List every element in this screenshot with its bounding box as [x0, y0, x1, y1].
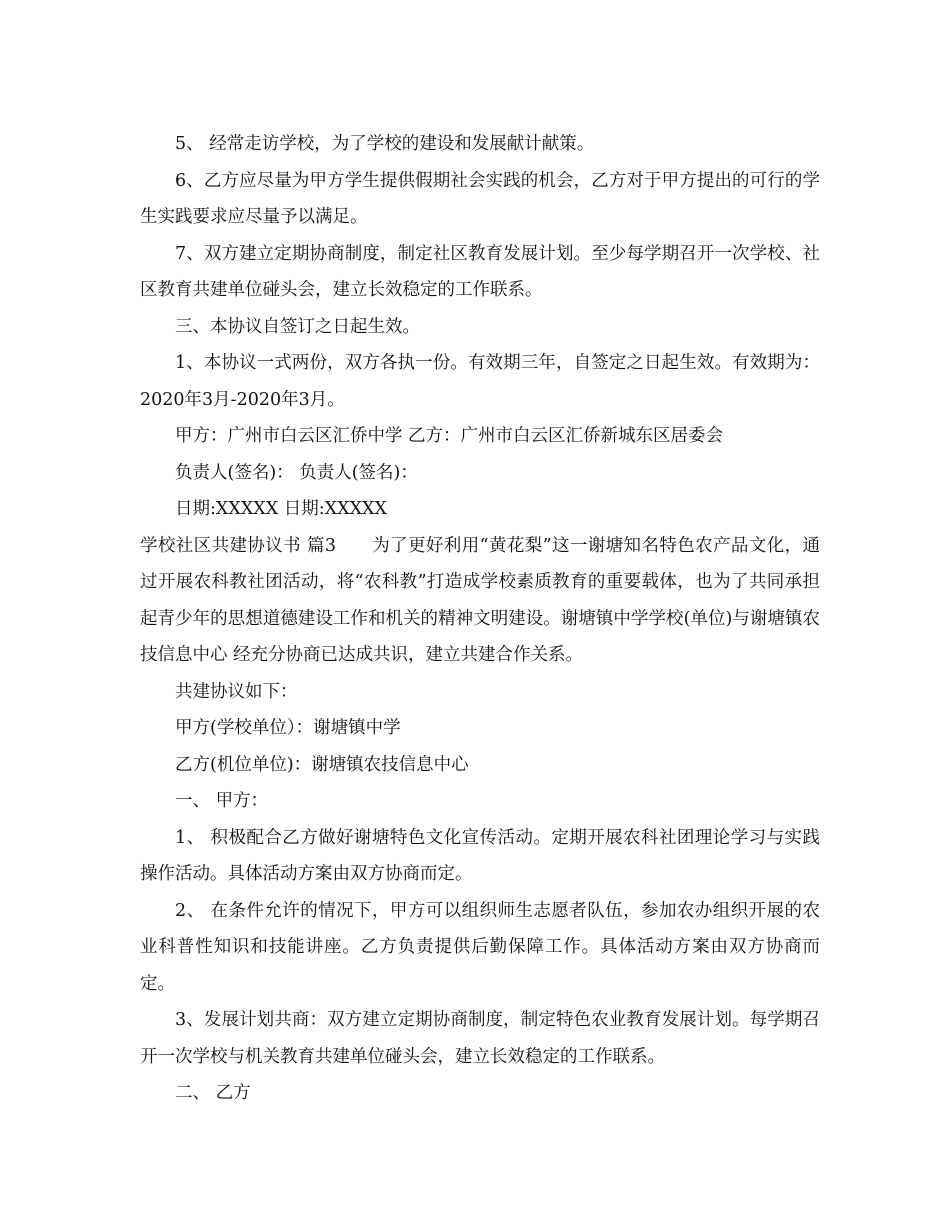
party-a-line: 甲方(学校单位）：谢塘镇中学: [175, 718, 401, 738]
party-a-item-3: 3、发展计划共商：双方建立定期协商制度，制定特色农业教育发展计划。每学期召开一次学校与机关教育共建单位碰头会，建立长效稳定的工作联系。: [140, 1010, 820, 1067]
party-a-item-2: 2、 在条件允许的情况下，甲方可以组织师生志愿者队伍，参加农办组织开展的农业科普性知识和技能讲座。乙方负责提供后勤保障工作。具体活动方案由双方协商而定。: [140, 900, 820, 994]
section-heading-3: 三、本协议自签订之日起生效。: [175, 316, 420, 337]
section-heading-party-b: 二、 乙方: [175, 1083, 251, 1103]
paragraph-item-7: 7、双方建立定期协商制度，制定社区教育发展计划。至少每学期召开一次学校、社区教育共建单位碰头会，建立长效稳定的工作联系。: [140, 243, 820, 300]
document-body: [140, 126, 820, 1112]
party-b-line: 乙方(机位单位)：谢塘镇农技信息中心: [175, 754, 469, 775]
date-line: 日期:XXXXX 日期:XXXXX: [175, 499, 387, 519]
signature-line: 负责人(签名)： 负责人(签名)：: [175, 462, 418, 483]
paragraph-item-6: 6、乙方应尽量为甲方学生提供假期社会实践的机会，乙方对于甲方提出的可行的学生实践要求应尽量予以满足。: [140, 170, 820, 227]
section-heading-party-a: 一、 甲方：: [175, 791, 269, 811]
agreement-heading: 共建协议如下：: [175, 681, 298, 702]
parties-line: 甲方：广州市白云区汇侨中学 乙方：广州市白云区汇侨新城东区居委会: [175, 426, 724, 446]
paragraph-validity: 1、本协议一式两份，双方各执一份。有效期三年，自签定之日起生效。有效期为：2020年3月-2020年3月。: [140, 353, 820, 410]
paragraph-item-5: 5、 经常走访学校，为了学校的建设和发展献计献策。: [175, 134, 595, 154]
agreement-intro: 学校社区共建协议书 篇3 为了更好利用“黄花梨”这一谢塘知名特色农产品文化，通过开展农科教社团活动，将“农科教”打造成学校素质教育的重要载体，也为了共同承担起青少年的思想道德建设工作和机关的精神文明建设。谢塘镇中学学校(单位)与谢塘镇农技信息中心 经充分协商已达成共识，建立共建合作关系。: [140, 535, 820, 665]
party-a-item-1: 1、 积极配合乙方做好谢塘特色文化宣传活动。定期开展农科社团理论学习与实践操作活动。具体活动方案由双方协商而定。: [140, 827, 820, 884]
